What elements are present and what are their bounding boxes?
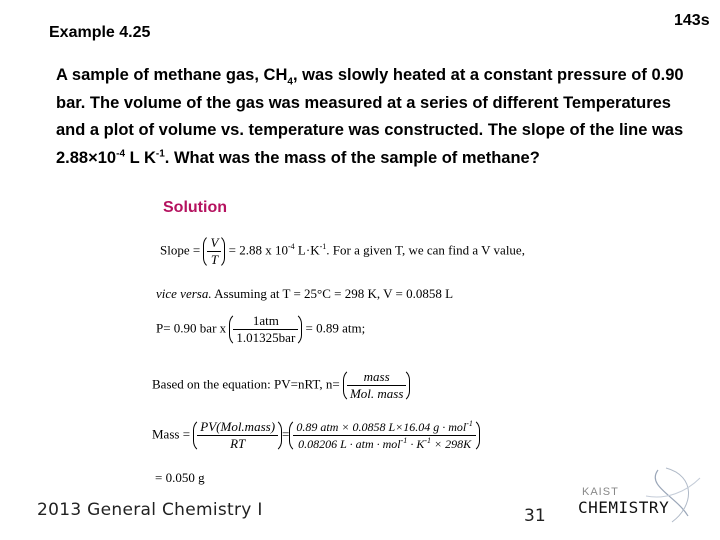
mass-num-1: PV(Mol.mass) xyxy=(197,419,278,436)
mass-result: = 0.050 g xyxy=(155,470,205,485)
slope-equation xyxy=(160,234,525,269)
problem-text-2: , was slowly heated at a constant pressure of 0.90 bar. The volume of the gas was measured at a series of different Temperatures and a plot of volume vs. temperature was constructed. The slope of the line was 2.88×10 xyxy=(56,66,684,167)
assumption-text: Assuming at T = 25°C = 298 K, V = 0.0858 L xyxy=(211,286,454,301)
slope-value: = 2.88 x 10 xyxy=(228,242,288,258)
slope-unit: L·K xyxy=(294,242,320,258)
pressure-fraction xyxy=(233,313,298,346)
moles-prefix: Based on the equation: PV=nRT, n= xyxy=(152,376,340,392)
mass-equation: Mass = $\frac{\text{PV(Mol.mass)}}{RT}$ = $\frac{0.89 atm \times 0.0858 L\times 16.04 g \cdot mol^{-1}}{0.08206 L \cdot atm \cdot mol^{-1} \cdot K^{-1} \times 298K}$ xyxy=(152,418,480,453)
logo-chemistry-text: CHEMISTRY xyxy=(578,498,670,517)
kaist-chemistry-logo xyxy=(576,466,704,526)
mass-den-2 xyxy=(293,436,476,452)
slope-suffix: . For a given T, we can find a V value, xyxy=(326,242,525,258)
problem-sup-1: -4 xyxy=(116,148,126,159)
mass-den-2-mid: · K xyxy=(407,437,425,451)
moles-paren xyxy=(343,368,410,403)
mass-fraction-2 xyxy=(293,419,476,452)
pressure-den: 1.01325bar xyxy=(236,330,296,345)
mass-den-2-exp-1: -1 xyxy=(400,436,408,445)
solution-label: Solution xyxy=(163,199,227,216)
problem-statement xyxy=(56,62,696,172)
slope-paren xyxy=(203,234,225,269)
mass-num-2-text: 0.89 atm × 0.0858 L×16.04 g · mol xyxy=(296,420,467,434)
mass-paren-2 xyxy=(289,418,480,453)
page-number: 31 xyxy=(524,506,546,526)
moles-fraction xyxy=(347,369,406,402)
mass-prefix: Mass = xyxy=(152,426,191,442)
problem-text-3: L K xyxy=(125,148,156,167)
slope-unit-exp: -1 xyxy=(319,242,327,252)
mass-paren-1 xyxy=(193,418,282,453)
slope-fraction xyxy=(207,235,221,268)
slope-num: V xyxy=(207,235,221,252)
pressure-prefix: P= 0.90 bar x xyxy=(156,320,227,336)
mass-den-2-end: × 298K xyxy=(431,437,472,451)
mass-den-1: RT xyxy=(230,436,246,451)
moles-num: mass xyxy=(347,369,406,386)
slope-exp: -4 xyxy=(288,242,295,252)
slope-prefix: Slope = xyxy=(160,242,201,258)
mass-den-2-text: 0.08206 L · atm · mol xyxy=(298,437,401,451)
mass-fraction-1 xyxy=(197,419,278,452)
mass-num-2 xyxy=(293,419,476,436)
course-footer: 2013 General Chemistry I xyxy=(37,500,263,520)
pressure-paren xyxy=(229,312,302,347)
moles-den: Mol. mass xyxy=(349,386,404,401)
problem-text-4: . What was the mass of the sample of methane? xyxy=(164,148,540,167)
pressure-equation xyxy=(156,312,365,347)
mass-num-2-exp: -1 xyxy=(466,419,473,428)
problem-sub-1: 4 xyxy=(287,76,293,88)
slope-den: T xyxy=(210,252,219,267)
example-label: Example 4.25 xyxy=(49,24,151,41)
moles-equation xyxy=(152,368,410,403)
slide-id: 143s xyxy=(674,12,710,29)
mass-den-2-exp-2: -1 xyxy=(424,436,431,445)
assumption-line xyxy=(156,286,453,302)
logo-kaist-text: KAIST xyxy=(582,486,619,498)
problem-sup-2: -1 xyxy=(155,148,165,159)
assumption-italic: vice versa. xyxy=(156,286,212,301)
pressure-suffix: = 0.89 atm; xyxy=(305,320,366,336)
pressure-num: 1atm xyxy=(233,313,298,330)
problem-text-1: A sample of methane gas, CH xyxy=(56,66,288,84)
